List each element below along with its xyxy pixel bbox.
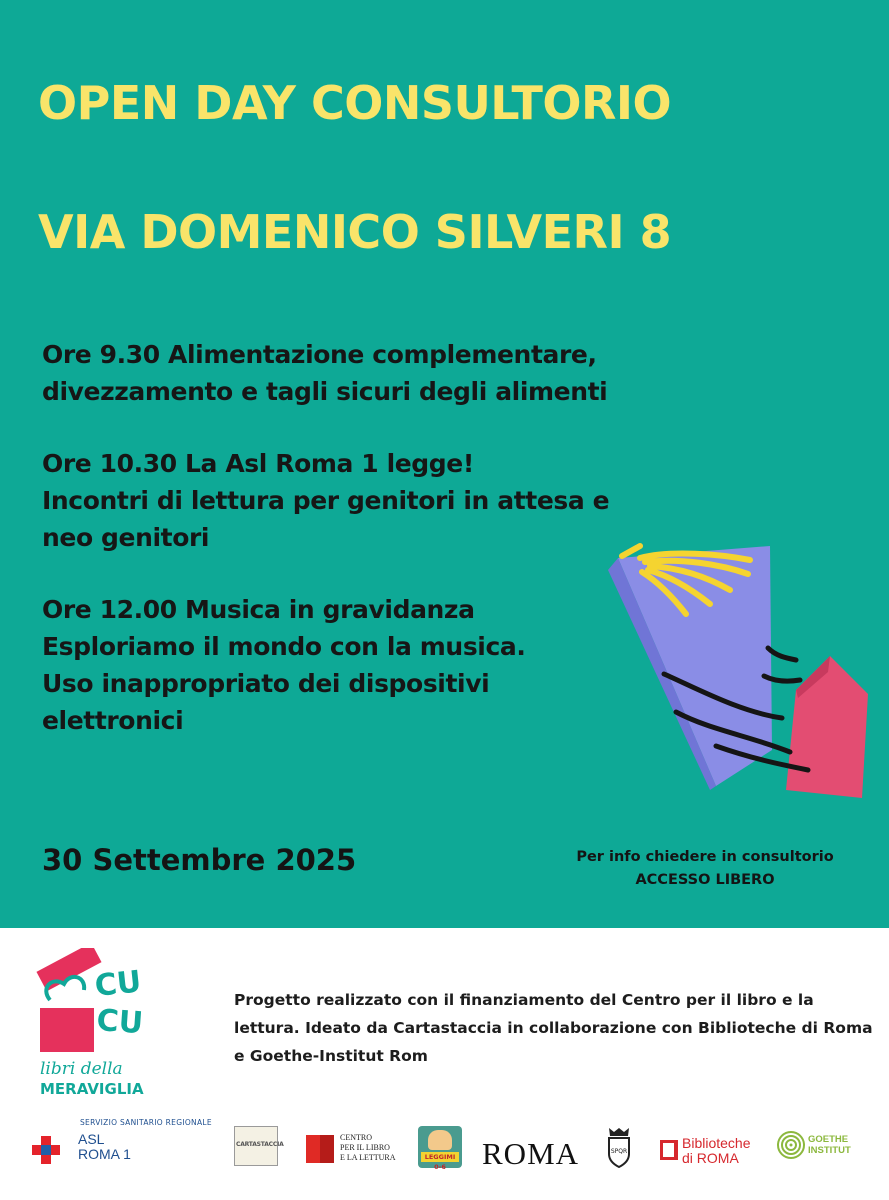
event-line: Esploriamo il mondo con la musica.	[42, 632, 526, 661]
svg-text:SPQR: SPQR	[610, 1148, 628, 1155]
event-item	[42, 591, 652, 739]
event-item	[42, 445, 652, 556]
svg-text:libri della: libri della	[40, 1059, 123, 1079]
event-date: 30 Settembre 2025	[42, 843, 357, 877]
svg-text:CU: CU	[95, 1003, 145, 1042]
svg-text:MERAVIGLIA: MERAVIGLIA	[40, 1080, 144, 1098]
event-line: Uso inappropriato dei dispositivi	[42, 669, 490, 698]
event-line: Ore 12.00 Musica in gravidanza	[42, 595, 475, 624]
event-line: elettronici	[42, 706, 184, 735]
footer	[0, 928, 889, 1200]
roma-crest-icon	[606, 1126, 632, 1168]
asl-region-label: SERVIZIO SANITARIO REGIONALE	[80, 1118, 212, 1127]
cepell-text: CENTRO PER IL LIBRO E LA LETTURA	[340, 1133, 396, 1162]
access-text: ACCESSO LIBERO	[635, 872, 775, 888]
title-line-2: VIA DOMENICO SILVERI 8	[38, 205, 672, 259]
medical-cross-icon	[32, 1136, 60, 1164]
event-line: Ore 10.30 La Asl Roma 1 legge!	[42, 449, 474, 478]
schedule	[42, 336, 652, 774]
info-box	[540, 846, 870, 892]
asl-name: ASL ROMA 1	[78, 1131, 131, 1162]
cucu-project-logo	[30, 948, 160, 1098]
title-line-1: OPEN DAY CONSULTORIO	[38, 76, 672, 130]
cartastaccia-logo: CARTASTACCIA	[234, 1126, 278, 1166]
event-item	[42, 336, 652, 410]
child-face-icon	[428, 1130, 452, 1150]
event-line: Incontri di lettura per genitori in attesa e	[42, 486, 610, 515]
asl-roma1-logo	[28, 1118, 212, 1170]
biblioteche-mark-icon	[660, 1140, 678, 1160]
biblioteche-di-roma-logo: Biblioteche di ROMA	[660, 1134, 762, 1170]
project-credits: Progetto realizzato con il finanziamento del Centro per il libro e la lettura. Ideato da Cartastaccia in collaborazione con Biblioteche di Roma e Goethe-Institut Rom	[234, 991, 873, 1065]
event-line: divezzamento e tagli sicuri degli alimenti	[42, 377, 608, 406]
event-line: neo genitori	[42, 523, 210, 552]
goethe-institut-logo: GOETHE INSTITUT	[776, 1128, 862, 1164]
event-line: Ore 9.30 Alimentazione complementare,	[42, 340, 597, 369]
cepell-mark-icon	[306, 1135, 334, 1163]
cepell-logo	[306, 1131, 416, 1165]
goethe-swirl-icon	[776, 1128, 808, 1162]
leggimi-logo: LEGGIMI 0-6	[418, 1126, 462, 1168]
svg-text:CU: CU	[93, 964, 143, 1004]
books-illustration	[600, 540, 880, 810]
roma-logo: ROMA	[482, 1136, 580, 1171]
info-text: Per info chiedere in consultorio	[576, 849, 834, 865]
